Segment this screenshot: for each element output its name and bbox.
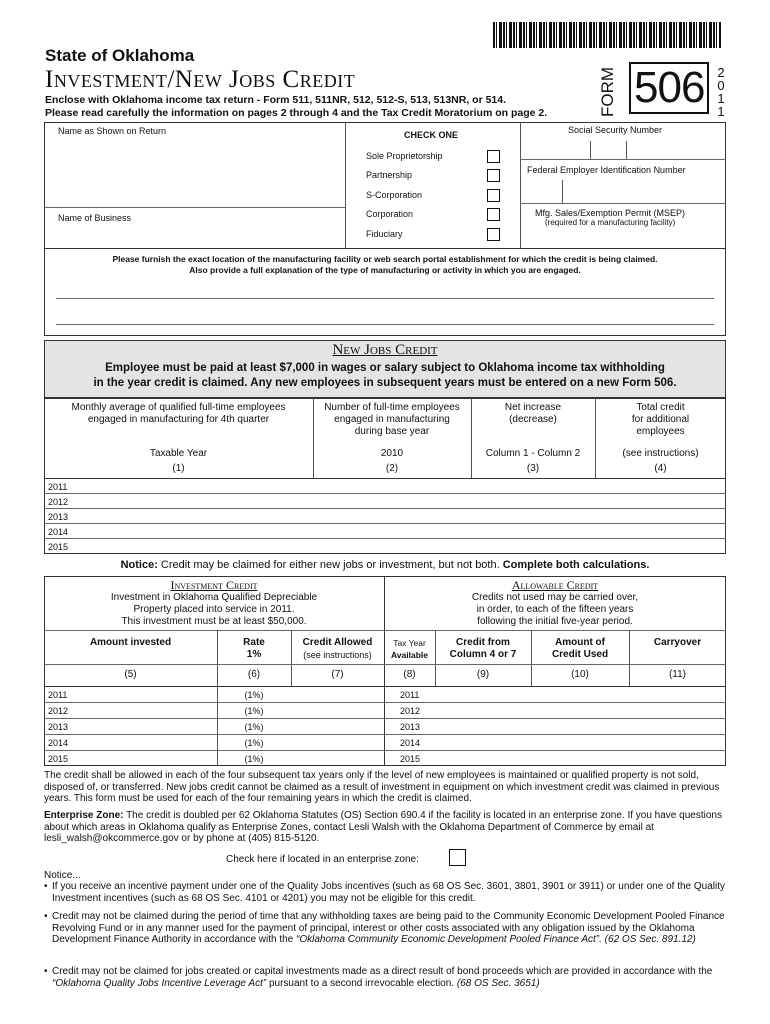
state-label: State of Oklahoma — [45, 46, 195, 65]
notice-bold: Complete both calculations. — [502, 559, 650, 571]
col4-line-2: for additional — [631, 414, 690, 425]
entity-s-corp-label: S-Corporation — [366, 190, 423, 200]
col-num-1: (1) — [172, 463, 185, 474]
notice-label: Notice: — [120, 559, 158, 571]
entity-corp-label: Corporation — [366, 209, 414, 219]
enclose-line-1: Enclose with Oklahoma income tax return - Form 511, 511NR, 512, 512-S, 513, 513NR, or 514. — [45, 94, 507, 106]
enterprise-zone-paragraph — [44, 810, 728, 845]
investment-line-3: This investment must be at least $50,000. — [121, 616, 307, 627]
col4-line-1: Total credit — [636, 402, 685, 413]
col-carryover: Carryover — [653, 637, 702, 648]
inv-year-row: 2015 — [48, 754, 69, 764]
bullet-3-text: Credit may not be claimed for jobs created or capital investments made as a direct result of bond proceeds which are provided in accordance with the — [52, 966, 713, 977]
investment-heading: Investment Credit — [170, 578, 258, 592]
enclose-line-2: Please read carefully the information on pages 2 through 4 and the Tax Credit Moratorium on page 2. — [45, 107, 548, 119]
allow-year-row: 2013 — [400, 722, 421, 732]
col-from-line-1: Credit from — [456, 637, 510, 648]
inv-year-row: 2014 — [48, 738, 69, 748]
business-name-label: Name of Business — [58, 213, 132, 223]
ez-text: The credit is doubled per 62 Oklahoma Statutes (OS) Section 690.4 if the facility is located in an enterprise zone. If you have questions about which areas in Oklahoma qualify as Enterprise Zones, contact Lesli Walsh with the Oklahoma Department of Commerce by email at lesli_walsh@okcommerce.gov or by phone at (405) 815-5120. — [44, 810, 722, 844]
bullet-1-text: If you receive an incentive payment under one of the Quality Jobs incentives (such as 68 OS Sec. 3601, 3801, 3901 or 3911) or under one of the Quality Investment incentives (such as 68 OS Sec. 4101 or 4201) you may not be eligible for this credit. — [52, 881, 726, 904]
bullet-1: • If you receive an incentive payment under one of the Quality Jobs incentives (such as 68 OS Sec. 3601, 3801, 3901 or 3911) or under one of the Quality Investment incentives (such as 68 OS Sec. 4101 or 4201) you may not be eligible for this credit. — [44, 881, 728, 904]
jobs-year-row: 2015 — [48, 542, 69, 552]
col2-header — [313, 402, 471, 438]
col-rate — [217, 637, 291, 661]
see-instructions-label: (see instructions) — [622, 448, 699, 459]
fein-label: Federal Employer Identification Number — [527, 165, 686, 175]
inv-year-row: 2013 — [48, 722, 69, 732]
col4-header — [595, 402, 726, 438]
allow-year-row: 2014 — [400, 738, 421, 748]
col-rate-line-2: 1% — [246, 649, 262, 660]
location-entry-line-1[interactable] — [56, 298, 714, 299]
form-year — [715, 66, 727, 118]
rate-cell: (1%) — [244, 690, 264, 700]
bullet-3-italic: “Oklahoma Quality Jobs Incentive Leverage Act” — [52, 977, 267, 989]
col-credit-from — [435, 637, 531, 661]
bullet-2-italic: “Oklahoma Community Economic Development Pooled Finance Act”. (62 OS Sec. 891.12) — [296, 934, 696, 945]
col3-line-2: (decrease) — [509, 414, 557, 425]
allowable-line-1: Credits not used may be carried over, — [471, 592, 639, 603]
col1-line-1: Monthly average of qualified full-time employees — [71, 402, 286, 413]
allowable-line-2: in order, to each of the fifteen years — [476, 604, 634, 615]
notice-heading: Notice... — [44, 870, 81, 881]
year-digit: 1 — [717, 91, 725, 106]
col-num-3: (3) — [526, 463, 540, 474]
barcode — [493, 22, 721, 48]
inv-col-num-6: (6) — [247, 669, 261, 680]
bullet-2-text: Credit may not be claimed during the period of time that any withholding taxes are being paid to the Community Economic Development Pooled Finance Revolving Fund or in any manner used for the payment of principal, interest or other costs associated with any obligation issued by the Oklahoma Development Finance Authority in accordance with the — [52, 911, 725, 945]
col-credit-allowed — [291, 637, 384, 661]
taxable-year-label: Taxable Year — [149, 448, 208, 459]
entity-s-corp-checkbox[interactable] — [487, 189, 500, 202]
col-rate-line-1: Rate — [243, 637, 265, 648]
new-jobs-notice-2: in the year credit is claimed. Any new employees in subsequent years must be entered on a new Form 506. — [93, 377, 677, 389]
notice-text: Credit may be claimed for either new jobs or investment, but not both. — [157, 559, 503, 571]
inv-col-num-9: (9) — [476, 669, 490, 680]
allowable-line-3: following the initial five-year period. — [477, 616, 633, 627]
form-word: FORM — [598, 66, 617, 118]
location-entry-line-2[interactable] — [56, 324, 714, 325]
entity-sole-prop-checkbox[interactable] — [487, 150, 500, 163]
year-digit: 1 — [717, 104, 725, 119]
col-amount-invested: Amount invested — [89, 637, 172, 648]
col-credit-used — [531, 637, 629, 661]
ez-label: Enterprise Zone: — [44, 810, 124, 821]
col1-line-2: engaged in manufacturing for 4th quarter — [87, 414, 270, 425]
rate-cell: (1%) — [244, 706, 264, 716]
entity-partnership-label: Partnership — [366, 170, 413, 180]
col-diff-label: Column 1 - Column 2 — [485, 448, 581, 459]
year-digit: 0 — [717, 78, 725, 93]
inv-col-num-7: (7) — [331, 669, 344, 680]
entity-sole-prop-label: Sole Proprietorship — [366, 151, 443, 161]
inv-year-row: 2011 — [48, 690, 68, 700]
base-year-label: 2010 — [380, 448, 404, 459]
investment-desc — [44, 592, 384, 628]
new-jobs-notice-1: Employee must be paid at least $7,000 in wages or salary subject to Oklahoma income tax withholding — [105, 362, 665, 374]
entity-fiduciary-checkbox[interactable] — [487, 228, 500, 241]
col-allowed-line-1: Credit Allowed — [302, 637, 373, 648]
allow-year-row: 2012 — [400, 706, 421, 716]
col-taxyear-line-1: Tax Year — [393, 638, 426, 648]
msep-label: Mfg. Sales/Exemption Permit (MSEP) — [535, 208, 686, 218]
enclose-instructions — [45, 94, 547, 120]
col3-line-1: Net increase — [504, 402, 562, 413]
entity-corp-checkbox[interactable] — [487, 208, 500, 221]
bullet-3: • Credit may not be claimed for jobs created or capital investments made as a direct result of bond proceeds which are provided in accordance with the “Oklahoma Quality Jobs Incentive Leverage Act” pursuant to a second irrevocable election. (68 OS Sec. 3651) — [44, 966, 713, 989]
check-one-label: CHECK ONE — [404, 130, 459, 140]
col4-line-3: employees — [636, 426, 685, 437]
allow-year-row: 2011 — [400, 690, 420, 700]
rate-cell: (1%) — [244, 722, 264, 732]
jobs-year-row: 2013 — [48, 512, 69, 522]
form-number: 506 — [629, 62, 709, 114]
col2-line-1: Number of full-time employees — [324, 402, 460, 413]
rate-cell: (1%) — [244, 738, 264, 748]
col3-header — [471, 402, 595, 426]
bullet-2: • Credit may not be claimed during the period of time that any withholding taxes are being paid to the Community Economic Development Pooled Finance Revolving Fund or in any manner used for the payment of principal, interest or other costs associated with any obligation issued by the Oklahoma Development Finance Authority in accordance with the “Oklahoma Community Economic Development Pooled Finance Act”. (62 OS Sec. 891.12) — [44, 911, 725, 945]
entity-fiduciary-label: Fiduciary — [366, 229, 403, 239]
col-tax-year — [384, 637, 435, 661]
col-num-4: (4) — [654, 463, 667, 474]
notice-line — [44, 559, 726, 571]
form-title: Investment/New Jobs Credit — [45, 66, 356, 93]
inv-col-num-10: (10) — [571, 669, 589, 680]
inv-col-num-11: (11) — [668, 669, 687, 680]
ez-checkbox[interactable] — [449, 849, 466, 866]
col2-line-2: engaged in manufacturing — [334, 414, 450, 425]
col-allowed-line-2: (see instructions) — [303, 650, 372, 660]
col-used-line-1: Amount of — [555, 637, 605, 648]
location-instr-2: Also provide a full explanation of the type of manufacturing or activity in which you are engaged. — [189, 265, 581, 275]
subsequent-years-paragraph: The credit shall be allowed in each of the four subsequent tax years only if the level of new employees is maintained or qualified property is not sold, disposed of, or transferred. New jobs credit cannot be claimed as a result of investment in equipment on which investment credit was claimed in previous years. This form must be used for each of the four remaining years in which the credit is claimed. — [44, 770, 720, 804]
jobs-year-row: 2014 — [48, 527, 69, 537]
name-on-return-label: Name as Shown on Return — [58, 126, 167, 136]
ez-check-label: Check here if located in an enterprise zone: — [226, 854, 419, 865]
new-jobs-heading: New Jobs Credit — [332, 342, 438, 358]
investment-line-2: Property placed into service in 2011. — [133, 604, 295, 615]
col1-header — [44, 402, 313, 426]
investment-line-1: Investment in Oklahoma Qualified Depreciable — [110, 592, 318, 603]
allowable-heading: Allowable Credit — [511, 578, 599, 592]
col-from-line-2: Column 4 or 7 — [449, 649, 517, 660]
location-instr-1: Please furnish the exact location of the manufacturing facility or web search portal establishment for which the credit is being claimed. — [112, 254, 658, 264]
inv-col-num-5: (5) — [124, 669, 137, 680]
year-digit: 2 — [717, 65, 725, 80]
col-used-line-2: Credit Used — [551, 649, 609, 660]
bullet-3-citation: (68 OS Sec. 3651) — [456, 977, 540, 989]
bullet-3-text-2: pursuant to a second irrevocable election. — [266, 977, 457, 989]
ssn-label: Social Security Number — [568, 125, 663, 135]
inv-year-row: 2012 — [48, 706, 69, 716]
jobs-year-row: 2012 — [48, 497, 69, 507]
rate-cell: (1%) — [244, 754, 264, 764]
col2-line-3: during base year — [354, 426, 430, 437]
entity-partnership-checkbox[interactable] — [487, 169, 500, 182]
allowable-desc — [384, 592, 726, 628]
col-taxyear-line-2: Available — [390, 650, 428, 660]
msep-note: (required for a manufacturing facility) — [545, 218, 676, 227]
col-num-2: (2) — [385, 463, 399, 474]
jobs-year-row: 2011 — [48, 482, 68, 492]
inv-col-num-8: (8) — [403, 669, 416, 680]
allow-year-row: 2015 — [400, 754, 421, 764]
